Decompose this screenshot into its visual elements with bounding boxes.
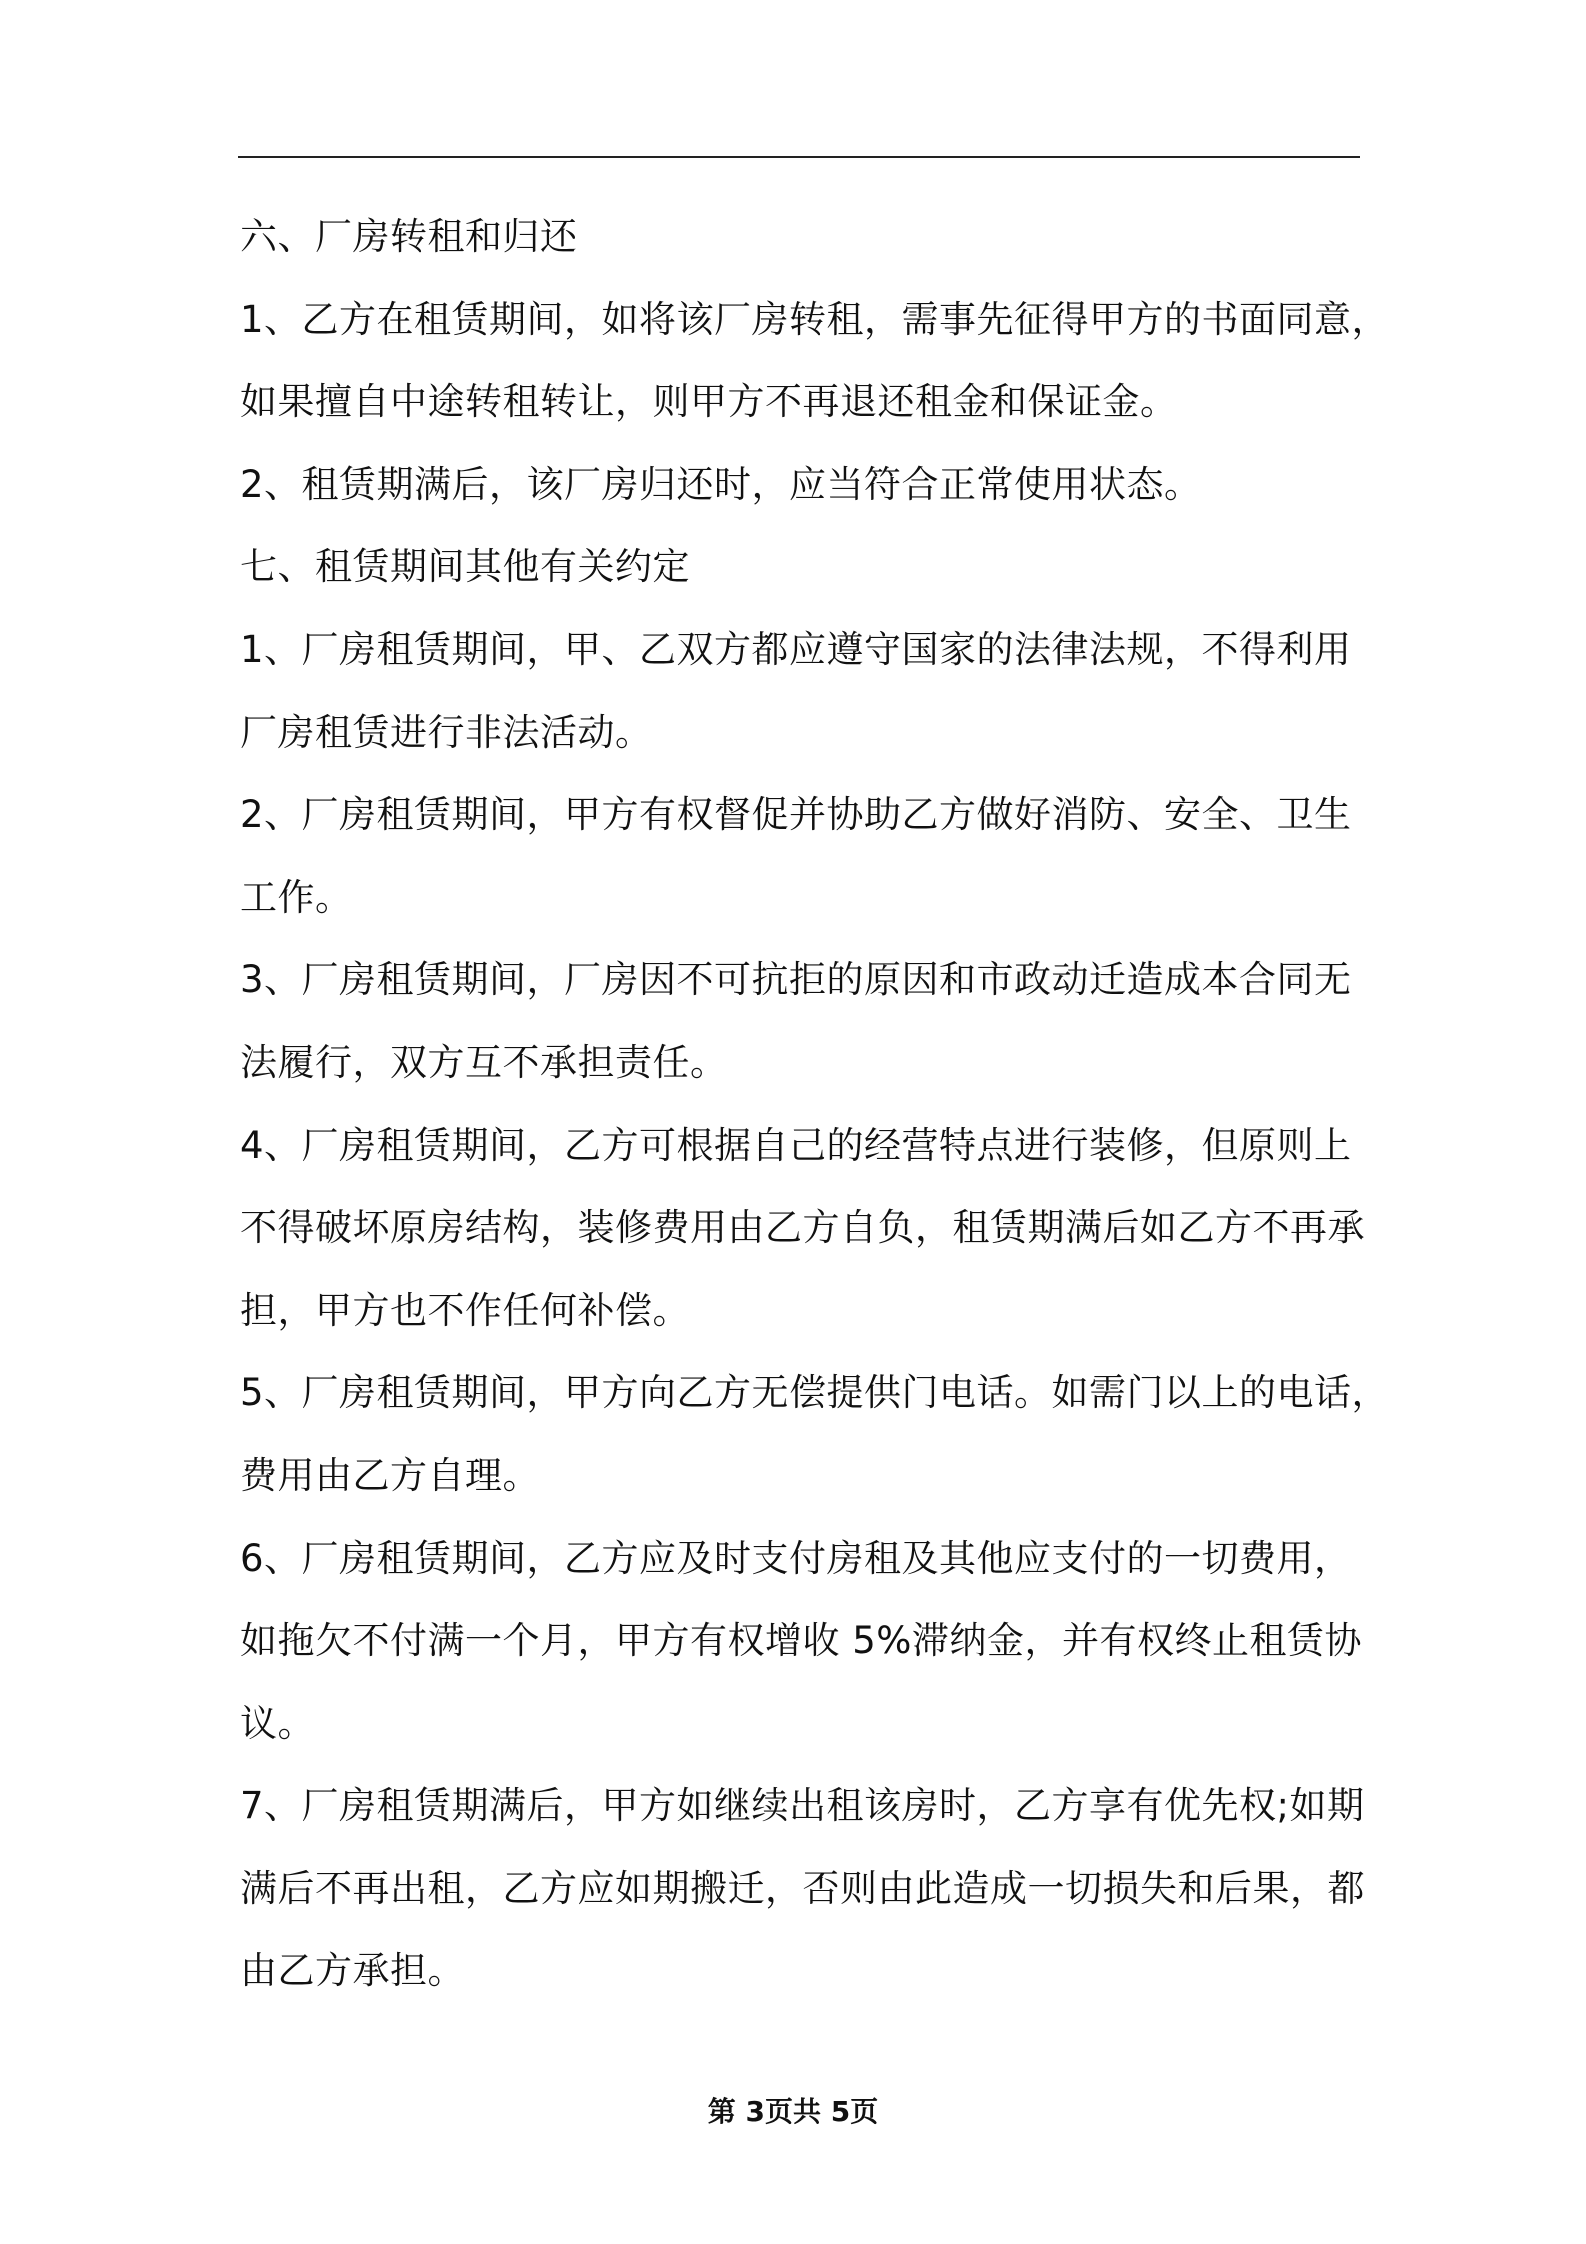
paragraph-line: 1、乙方在租赁期间，如将该厂房转租，需事先征得甲方的书面同意， — [240, 297, 1390, 341]
header-rule — [238, 156, 1360, 158]
paragraph-line: 由乙方承担。 — [240, 1949, 465, 1993]
paragraph-line: 法履行，双方互不承担责任。 — [240, 1040, 728, 1084]
page-number: 第 3页共 5页 — [707, 2095, 879, 2128]
document-body — [240, 196, 1390, 2013]
paragraph-line: 不得破坏原房结构，装修费用由乙方自负，租赁期满后如乙方不再承 — [240, 1206, 1365, 1250]
section-heading: 六、厂房转租和归还 — [240, 215, 578, 258]
paragraph-line: 满后不再出租，乙方应如期搬迁，否则由此造成一切损失和后果，都 — [240, 1866, 1365, 1910]
paragraph-line: 1、厂房租赁期间，甲、乙双方都应遵守国家的法律法规，不得利用 — [240, 627, 1352, 671]
paragraph-line: 2、厂房租赁期间，甲方有权督促并协助乙方做好消防、安全、卫生 — [240, 793, 1352, 837]
paragraph-line: 工作。 — [240, 875, 353, 919]
paragraph-line: 4、厂房租赁期间，乙方可根据自己的经营特点进行装修，但原则上 — [240, 1123, 1352, 1167]
paragraph-line: 3、厂房租赁期间，厂房因不可抗拒的原因和市政动迁造成本合同无 — [240, 958, 1352, 1002]
paragraph-line: 担，甲方也不作任何补偿。 — [240, 1288, 690, 1332]
paragraph-line: 费用由乙方自理。 — [240, 1453, 540, 1497]
paragraph-line: 如果擅自中途转租转让，则甲方不再退还租金和保证金。 — [240, 380, 1178, 424]
paragraph-line: 2、租赁期满后，该厂房归还时，应当符合正常使用状态。 — [240, 462, 1202, 506]
paragraph-line: 议。 — [240, 1701, 315, 1745]
paragraph-line: 6、厂房租赁期间，乙方应及时支付房租及其他应支付的一切费用， — [240, 1536, 1352, 1580]
section-heading: 七、租赁期间其他有关约定 — [240, 545, 690, 589]
paragraph-line: 7、厂房租赁期满后，甲方如继续出租该房时，乙方享有优先权;如期 — [240, 1784, 1365, 1828]
paragraph-line: 厂房租赁进行非法活动。 — [240, 710, 653, 754]
paragraph-line: 5、厂房租赁期间，甲方向乙方无偿提供门电话。如需门以上的电话， — [240, 1371, 1390, 1415]
paragraph-line: 如拖欠不付满一个月，甲方有权增收 5%滞纳金，并有权终止租赁协 — [240, 1619, 1362, 1663]
